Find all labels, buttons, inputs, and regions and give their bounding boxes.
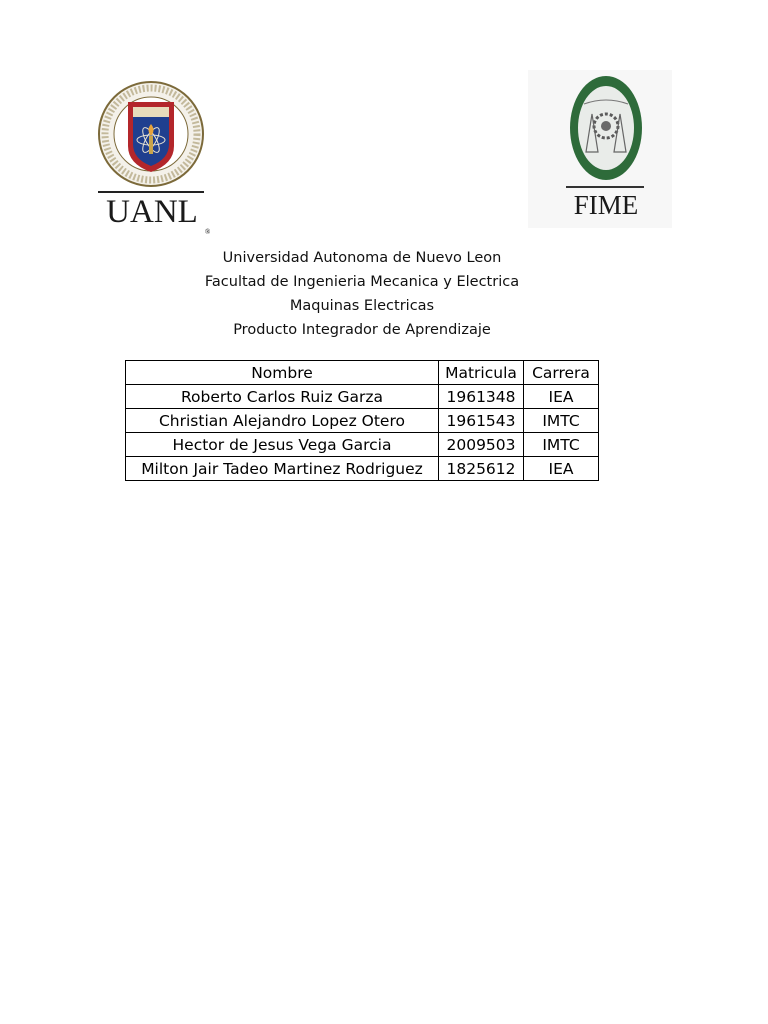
student-matricula: 1961348 <box>439 385 524 409</box>
column-header-carrera: Carrera <box>524 361 599 385</box>
course-name: Maquinas Electricas <box>289 298 435 314</box>
fime-divider <box>566 186 644 188</box>
table-row <box>126 385 599 409</box>
student-matricula: 1825612 <box>439 457 524 481</box>
faculty-name: Facultad de Ingenieria Mecanica y Electrica <box>204 274 520 290</box>
student-name: Christian Alejandro Lopez Otero <box>126 409 439 433</box>
column-header-nombre: Nombre <box>126 361 439 385</box>
project-title: Producto Integrador de Aprendizaje <box>233 322 491 338</box>
student-table <box>125 360 599 481</box>
university-name: Universidad Autonoma de Nuevo Leon <box>222 250 502 266</box>
table-row <box>126 457 599 481</box>
uanl-divider <box>98 191 204 193</box>
student-carrera: IEA <box>524 385 599 409</box>
table-row <box>126 409 599 433</box>
student-carrera: IMTC <box>524 409 599 433</box>
uanl-wordmark: UANL <box>106 194 198 230</box>
document-heading <box>140 246 584 342</box>
uanl-registered-mark: ® <box>205 228 211 236</box>
fime-seal-logo <box>566 74 646 182</box>
table-header-row <box>126 361 599 385</box>
student-name: Roberto Carlos Ruiz Garza <box>126 385 439 409</box>
student-carrera: IEA <box>524 457 599 481</box>
student-carrera: IMTC <box>524 433 599 457</box>
column-header-matricula: Matricula <box>439 361 524 385</box>
student-matricula: 1961543 <box>439 409 524 433</box>
student-name: Milton Jair Tadeo Martinez Rodriguez <box>126 457 439 481</box>
student-name: Hector de Jesus Vega Garcia <box>126 433 439 457</box>
student-matricula: 2009503 <box>439 433 524 457</box>
fime-wordmark: FIME <box>573 190 639 220</box>
table-row <box>126 433 599 457</box>
